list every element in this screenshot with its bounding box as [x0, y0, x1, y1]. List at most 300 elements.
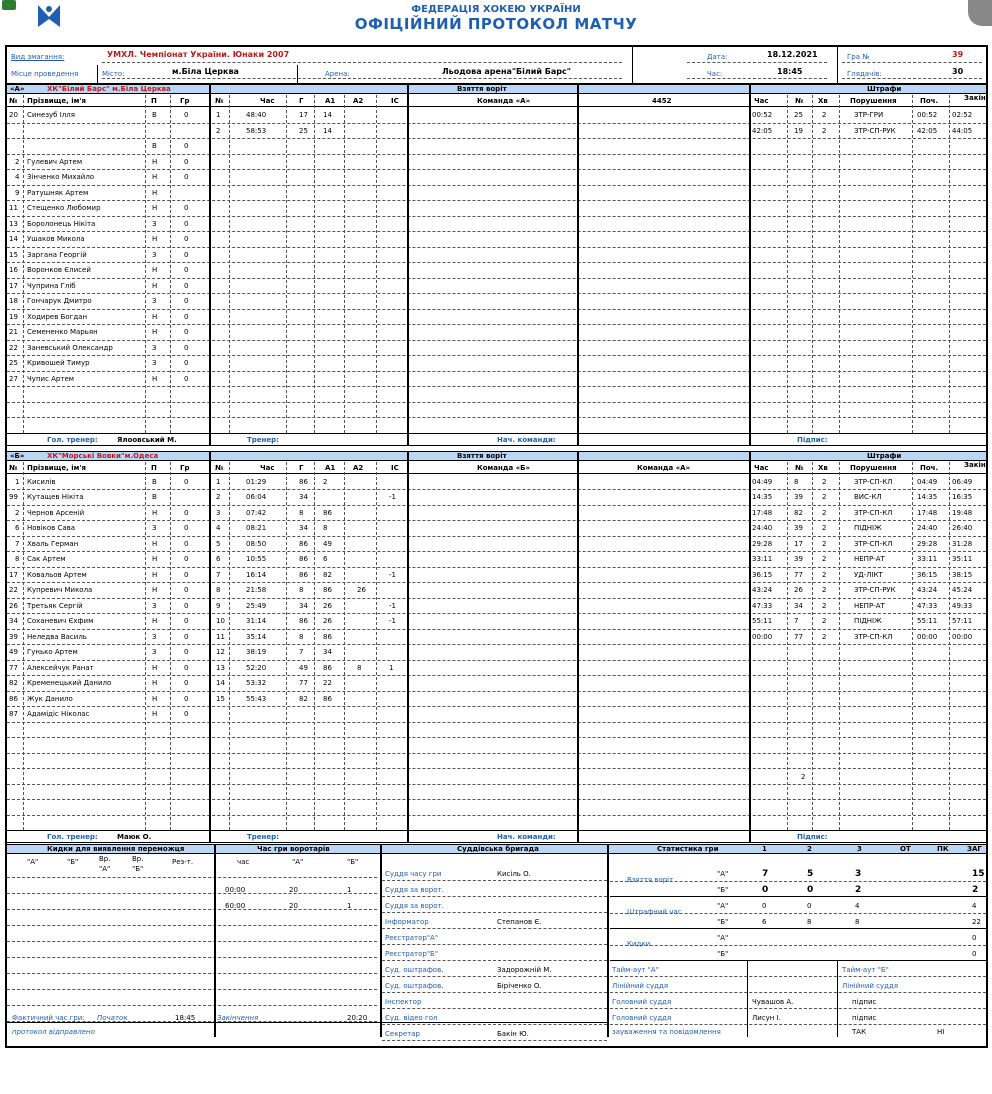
stat-a-value: 3: [855, 869, 862, 879]
shootout-time-b: Вр. "Б": [132, 855, 144, 873]
player-group: 0: [184, 586, 189, 594]
player-group: 0: [184, 328, 189, 336]
penalty-violation: НЕПР-АТ: [854, 555, 885, 563]
penalty-end: 49:33: [952, 601, 973, 610]
column-divider: [209, 84, 211, 445]
signature-label: Підпис:: [797, 833, 828, 841]
goal-situation: 1: [389, 663, 394, 672]
penalty-player: 8: [794, 477, 799, 486]
player-number: 17: [9, 281, 18, 290]
main-referee-label: Головний суддя: [612, 998, 672, 1006]
dashed-divider: [812, 462, 813, 831]
goalie-col-b: "Б": [347, 858, 359, 866]
dashed-divider: [314, 462, 315, 831]
divider: [7, 1022, 607, 1023]
player-name: Кисилів: [27, 477, 56, 486]
player-number: 8: [15, 555, 20, 563]
dashed-line: [7, 973, 377, 974]
shootout-time-a: Вр. "А": [99, 855, 111, 873]
dashed-line: [7, 941, 377, 942]
goalie-a: 20: [289, 902, 298, 910]
bottom-divider: [380, 844, 382, 1037]
spectators-value: 30: [952, 67, 964, 76]
col-name: Прізвище, ім'я: [27, 463, 87, 472]
actual-time-label: Фактичний час гри:: [12, 1014, 85, 1022]
penalty-start: 55:11: [917, 617, 938, 625]
penalty-start: 00:52: [917, 111, 938, 119]
referee-role: Суд. відео гол: [385, 1014, 438, 1022]
penalty-violation: НЕПР-АТ: [854, 601, 885, 610]
label-venue: Місце проведення: [11, 70, 79, 78]
penalty-start: 14:35: [917, 493, 938, 501]
divider: [610, 928, 986, 929]
player-number: 4: [15, 173, 20, 181]
begin-label: Початок: [97, 1014, 128, 1022]
penalty-minutes: 2: [822, 617, 827, 625]
goal-situation: -1: [389, 493, 396, 501]
player-number: 20: [9, 111, 18, 119]
team-name: ХК"Білий Барс" м.Біла Церква: [47, 85, 171, 93]
dashed-line: [7, 957, 377, 958]
column-divider: [209, 451, 211, 843]
goal-time: 25:49: [246, 601, 267, 610]
goal-scorer: 86: [299, 617, 308, 625]
timeout-a-label: Тайм-аут "А": [612, 966, 659, 974]
penalty-player: 39: [794, 524, 803, 532]
player-name: Ратушняк Артем: [27, 188, 89, 197]
dashed-divider: [170, 95, 171, 433]
goalie-time-header: Час гри воротарів: [257, 845, 330, 853]
goal-number: 13: [216, 663, 225, 672]
col-team-b: Команда «Б»: [477, 463, 531, 472]
label-arena: Арена:: [325, 70, 350, 78]
penalty-violation: ЗТР-СП-РУК: [854, 126, 896, 135]
period-label-4: ПК: [937, 845, 949, 853]
dashed-line: [7, 909, 377, 910]
penalty-player: 17: [794, 539, 803, 548]
col-a1: А1: [325, 463, 336, 472]
stat-label: Взяття воріт: [627, 876, 674, 884]
goal-number: 15: [216, 694, 225, 703]
dashed-divider: [949, 95, 950, 433]
penalty-minutes: 2: [822, 632, 827, 641]
stat-a-value: 0: [762, 902, 767, 910]
begin-value: 18:45: [175, 1014, 196, 1022]
player-group: 0: [184, 343, 189, 352]
goalie-time: 60:00: [225, 902, 246, 910]
penalty-time: 14:35: [752, 493, 773, 501]
dashed-line: [687, 78, 827, 79]
player-group: 0: [184, 524, 189, 532]
player-position: Н: [152, 173, 158, 181]
player-name: Ушаков Микола: [27, 235, 85, 243]
goal-assist-1: 2: [323, 477, 328, 486]
player-group: 0: [184, 601, 189, 610]
penalty-start: 29:28: [917, 539, 938, 548]
team-tag: «Б»: [10, 451, 25, 460]
goal-time: 55:43: [246, 694, 267, 703]
penalty-minutes: 2: [822, 539, 827, 548]
player-name: Гунько Артем: [27, 648, 78, 656]
penalty-start: 00:00: [917, 632, 938, 641]
player-number: 86: [9, 694, 18, 703]
penalty-violation: ЗТР-СП-КЛ: [854, 508, 893, 517]
federation-title: ФЕДЕРАЦІЯ ХОКЕЮ УКРАЇНИ: [411, 4, 581, 15]
dashed-line: [610, 992, 986, 993]
referees-header: Суддівська бригада: [457, 845, 539, 853]
penalty-start: 43:24: [917, 586, 938, 594]
player-group: 0: [184, 157, 189, 166]
bottom-divider: [607, 844, 609, 1037]
goal-assist-1: 8: [323, 524, 328, 532]
stat-a-value: 0: [972, 934, 977, 942]
player-group: 0: [184, 710, 189, 718]
goal-assist-1: 14: [323, 111, 332, 119]
penalties-header: Штрафи: [867, 451, 902, 460]
goal-assist-1: 14: [323, 126, 332, 135]
column-divider: [749, 84, 751, 445]
arena-value: Льодова арена"Білий Барс": [442, 67, 571, 76]
team-chief-label: Нач. команди:: [497, 435, 556, 444]
penalty-minutes: 2: [822, 493, 827, 501]
dashed-line: [610, 1008, 986, 1009]
col-pos: П: [151, 97, 157, 105]
dashed-divider: [787, 95, 788, 433]
penalty-end: 45:24: [952, 586, 973, 594]
stat-b-value: 6: [762, 918, 767, 926]
coach-label: Гол. тренер:: [47, 833, 98, 841]
goal-scorer: 8: [299, 586, 304, 594]
period-label-2: 3: [857, 845, 862, 853]
goal-number: 3: [216, 508, 221, 517]
col-gr: Гр: [180, 97, 190, 105]
player-group: 0: [184, 555, 189, 563]
penalty-minutes: 2: [822, 601, 827, 610]
goalie-b: 1: [347, 902, 352, 910]
dashed-divider: [949, 462, 950, 831]
team-chief-label: Нач. команди:: [497, 833, 556, 841]
stat-b-value: 2: [855, 885, 862, 895]
goal-assist-1: 86: [323, 663, 332, 672]
col-no: №: [9, 463, 18, 472]
stat-label: Кидки: [627, 940, 651, 948]
goalie-col-time: час: [237, 858, 250, 866]
dashed-divider: [839, 462, 840, 831]
divider: [97, 65, 98, 83]
stat-team-a: "А": [717, 902, 729, 910]
player-number: 11: [9, 204, 18, 212]
player-name: Алексейчук Ранат: [27, 663, 94, 672]
col-g: Г: [299, 97, 304, 105]
player-number: 25: [9, 359, 18, 367]
penalty-start: 17:48: [917, 508, 938, 517]
player-number: 99: [9, 493, 18, 501]
dashed-line: [610, 881, 986, 882]
remarks-yes: ТАК: [852, 1028, 867, 1036]
player-group: 0: [184, 679, 189, 687]
dashed-line: [382, 880, 607, 881]
player-position: Н: [152, 586, 158, 594]
player-name: Гулевич Артем: [27, 157, 83, 166]
referee-name: Степанов Є.: [497, 918, 542, 926]
penalty-player: 39: [794, 555, 803, 563]
col-goal-time: Час: [260, 97, 275, 105]
label-date: Дата:: [707, 53, 728, 61]
player-position: Н: [152, 328, 158, 336]
goal-number: 1: [216, 111, 221, 119]
goal-number: 11: [216, 632, 225, 641]
player-position: З: [152, 601, 157, 610]
col-ic: ІС: [391, 97, 399, 105]
col-violation: Порушення: [850, 463, 897, 472]
goal-scorer: 8: [299, 632, 304, 641]
player-name: Боролонець Нікіта: [27, 219, 96, 228]
penalty-violation: ВИС-КЛ: [854, 493, 882, 501]
penalty-start: 33:11: [917, 555, 938, 563]
goal-assist-2: 26: [357, 586, 366, 594]
goal-number: 2: [216, 126, 221, 135]
player-group: 0: [184, 281, 189, 290]
referee-role: Інформатор: [385, 918, 429, 926]
col-a2: А2: [353, 97, 364, 105]
col-team-a: Команда «А»: [477, 97, 531, 105]
player-number: 22: [9, 586, 18, 594]
goal-situation: -1: [389, 617, 396, 625]
goal-time: 58:53: [246, 126, 267, 135]
column-divider: [577, 451, 579, 843]
penalty-minutes: 2: [822, 586, 827, 594]
penalty-player: 34: [794, 601, 803, 610]
goal-number: 12: [216, 648, 225, 656]
dashed-line: [7, 893, 377, 894]
col-start: Поч.: [920, 97, 939, 105]
goal-time: 21:58: [246, 586, 267, 594]
team-tag: «А»: [10, 85, 25, 93]
player-name: Семененко Марьян: [27, 328, 98, 336]
penalty-violation: ЗТР-СП-КЛ: [854, 539, 893, 548]
penalty-time: 29:28: [752, 539, 773, 548]
penalty-start: 24:40: [917, 524, 938, 532]
column-divider: [407, 451, 409, 843]
player-position: З: [152, 297, 157, 305]
goal-scorer: 86: [299, 555, 308, 563]
penalty-minutes: 2: [822, 477, 827, 486]
dashed-divider: [145, 95, 146, 433]
col-goal-no: №: [215, 97, 224, 105]
protocol-sent-label: протокол відправлено: [12, 1028, 95, 1036]
goal-assist-1: 82: [323, 570, 332, 579]
referee-name: Кисіль О.: [497, 870, 531, 878]
penalty-end: 44:05: [952, 126, 973, 135]
dashed-divider: [344, 95, 345, 433]
divider: [7, 433, 986, 434]
player-number: 2: [15, 508, 20, 517]
col-g: Г: [299, 463, 304, 472]
dashed-divider: [286, 462, 287, 831]
player-position: В: [152, 111, 157, 119]
player-group: 0: [184, 632, 189, 641]
col-gr: Гр: [180, 463, 190, 472]
player-group: 0: [184, 250, 189, 259]
stat-team-a: "А": [717, 870, 729, 878]
dashed-line: [382, 944, 607, 945]
player-number: 9: [15, 188, 20, 197]
referee-name: Біріченко О.: [497, 982, 542, 990]
divider: [632, 47, 633, 83]
goal-assist-1: 34: [323, 648, 332, 656]
col-pen-time: Час: [754, 463, 769, 472]
dashed-divider: [376, 462, 377, 831]
goal-scorer: 7: [299, 648, 304, 656]
penalty-player: 77: [794, 570, 803, 579]
player-position: Н: [152, 312, 158, 321]
player-number: 6: [15, 524, 20, 532]
col-no: №: [9, 97, 18, 105]
goal-scorer: 86: [299, 539, 308, 548]
penalty-player: 77: [794, 632, 803, 641]
player-position: З: [152, 632, 157, 641]
player-group: 0: [184, 477, 189, 486]
label-city: Місто:: [102, 70, 125, 78]
player-name: Новіков Сава: [27, 524, 76, 532]
player-number: 19: [9, 312, 18, 321]
remarks-label: зауваження та повідомлення: [612, 1028, 721, 1036]
bottom-divider: [837, 961, 838, 1037]
player-number: 49: [9, 648, 18, 656]
player-group: 0: [184, 359, 189, 367]
dashed-line: [687, 62, 827, 63]
dashed-line: [382, 960, 607, 961]
goal-time: 06:04: [246, 493, 267, 501]
penalty-time: 36:15: [752, 570, 773, 579]
player-number: 39: [9, 632, 18, 641]
dashed-divider: [787, 462, 788, 831]
goal-scorer: 34: [299, 524, 308, 532]
goal-number: 8: [216, 586, 221, 594]
dashed-divider: [376, 95, 377, 433]
referee-role: Реєстратор"Б": [385, 950, 439, 958]
player-number: 77: [9, 663, 18, 672]
col-start: Поч.: [920, 463, 939, 472]
player-name: Неледва Василь: [27, 632, 87, 641]
dashed-divider: [145, 462, 146, 831]
player-group: 0: [184, 570, 189, 579]
goal-assist-1: 86: [323, 632, 332, 641]
penalty-end: 06:49: [952, 477, 973, 486]
referee-name: Задорожній М.: [497, 966, 552, 974]
penalty-player: 82: [794, 508, 803, 517]
goalie-a: 20: [289, 886, 298, 894]
player-number: 15: [9, 250, 18, 259]
goal-situation: -1: [389, 570, 396, 579]
goal-time: 53:32: [246, 679, 267, 687]
coach-name: Ялоовський М.: [117, 435, 177, 444]
shootout-header: Кидки для виявлення переможця: [47, 845, 185, 853]
penalty-end: 02:52: [952, 111, 973, 119]
player-number: 1: [15, 477, 20, 486]
penalty-violation: ЗТР-СП-КЛ: [854, 477, 893, 486]
stat-a-value: 4: [855, 902, 860, 910]
player-position: Н: [152, 188, 158, 197]
goal-number: 5: [216, 539, 221, 548]
player-position: Н: [152, 374, 158, 383]
divider: [297, 65, 298, 83]
divider: [7, 445, 986, 446]
coach-name: Маюк О.: [117, 833, 152, 841]
player-group: 0: [184, 219, 189, 228]
stat-b-value: 22: [972, 918, 981, 926]
dashed-divider: [23, 95, 24, 433]
goal-assist-1: 22: [323, 679, 332, 687]
goal-time: 48:40: [246, 111, 267, 119]
penalty-end: 16:35: [952, 493, 973, 501]
goal-assist-1: 86: [323, 694, 332, 703]
stat-team-a: "А": [717, 934, 729, 942]
goal-number: 1: [216, 477, 221, 486]
penalty-player: 19: [794, 126, 803, 135]
linesman-label-2: Лінійний суддя: [842, 982, 899, 990]
dashed-line: [382, 928, 607, 929]
dashed-divider: [912, 95, 913, 433]
penalty-end: 38:15: [952, 570, 973, 579]
main-referee-name: Лисун І.: [752, 1014, 781, 1022]
dashed-line: [102, 62, 622, 63]
player-position: Н: [152, 266, 158, 274]
penalty-end: 31:28: [952, 539, 973, 548]
goal-time: 35:14: [246, 632, 267, 641]
penalty-violation: ЗТР-СП-КЛ: [854, 632, 893, 641]
period-label-1: 2: [807, 845, 812, 853]
player-number: 26: [9, 601, 18, 610]
stat-b-value: 0: [762, 885, 769, 895]
signature-label: Підпис:: [797, 435, 828, 444]
stat-b-value: 0: [972, 950, 977, 958]
dashed-line: [382, 1024, 607, 1025]
end-label: Закінчення: [217, 1014, 259, 1022]
referee-role: Суд. оштрафов.: [385, 966, 444, 974]
goal-time: 01:29: [246, 477, 267, 486]
player-group: 0: [184, 663, 189, 672]
goal-time: 31:14: [246, 617, 267, 625]
stat-team-b: "Б": [717, 918, 729, 926]
col-pen-no: №: [795, 463, 804, 472]
dashed-divider: [170, 462, 171, 831]
col-a1: А1: [325, 97, 336, 105]
city-value: м.Біла Церква: [172, 67, 239, 76]
player-group: 0: [184, 235, 189, 243]
player-name: Кутащев Нікіта: [27, 493, 84, 501]
signature-2: підпис: [852, 1014, 877, 1022]
player-name: Заневський Олександр: [27, 343, 113, 352]
trainer-label: Тренер:: [247, 833, 279, 841]
player-number: 13: [9, 219, 18, 228]
player-name: Заргана Георгій: [27, 250, 87, 259]
penalty-violation: ЗТР-ГРИ: [854, 111, 884, 119]
dashed-line: [382, 992, 607, 993]
penalty-end: 19:48: [952, 508, 973, 517]
penalty-time: 00:52: [752, 111, 773, 119]
player-position: Н: [152, 710, 158, 718]
penalty-start: 47:33: [917, 601, 938, 610]
col-goal-time: Час: [260, 463, 275, 472]
divider: [610, 896, 986, 897]
penalty-start: 42:05: [917, 126, 938, 135]
penalty-player: 25: [794, 111, 803, 119]
col-end: Закін: [964, 460, 986, 469]
player-name: Чупис Артем: [27, 374, 75, 383]
penalty-time: 43:24: [752, 586, 773, 594]
bottom-divider: [747, 961, 748, 1037]
